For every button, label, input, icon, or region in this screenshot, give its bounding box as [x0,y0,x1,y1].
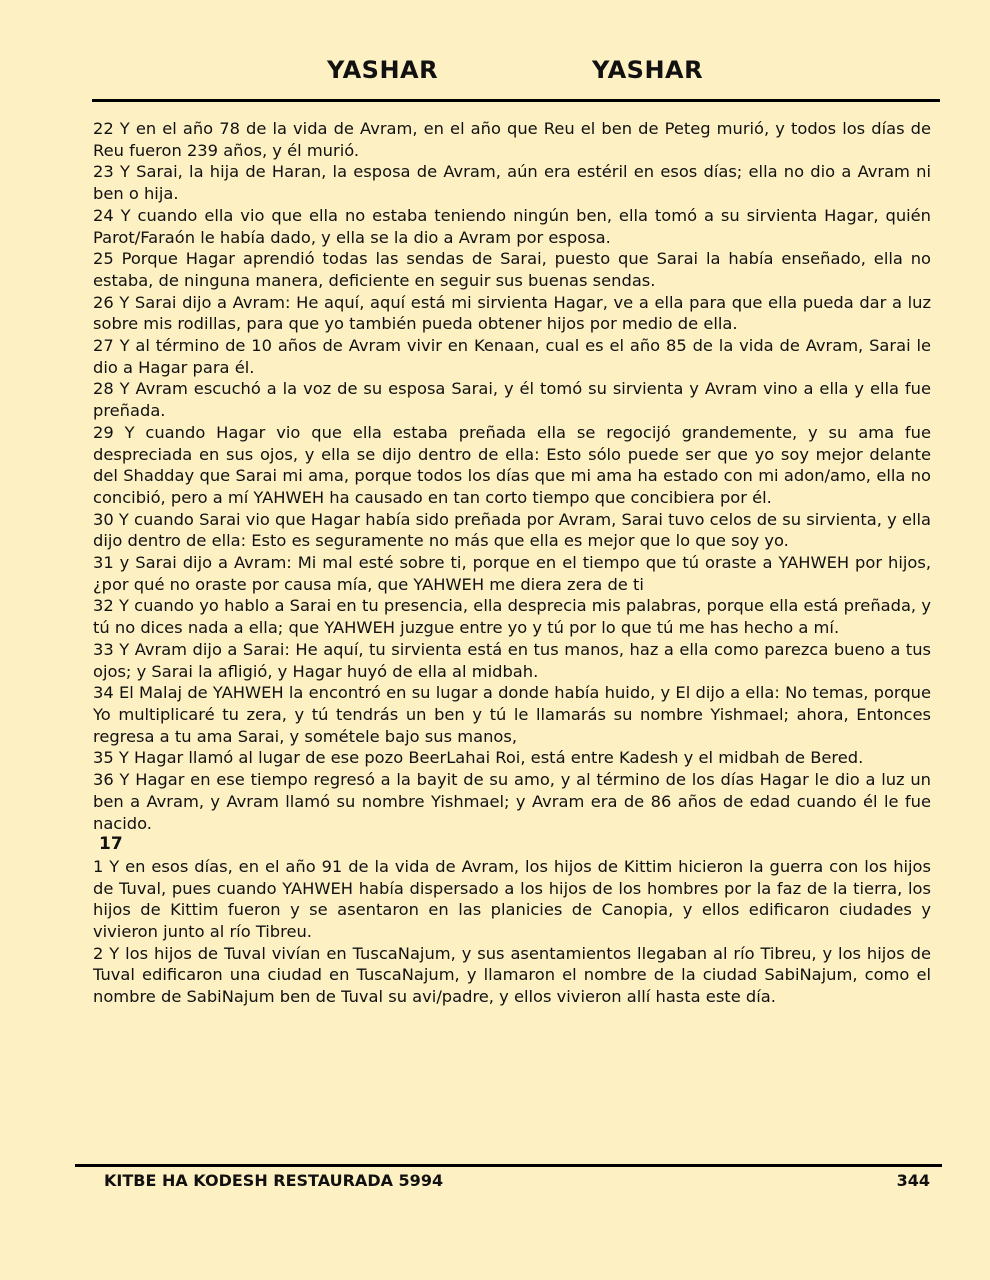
page-number: 344 [896,1171,930,1190]
verse-paragraph: 30 Y cuando Sarai vio que Hagar había sido preñada por Avram, Sarai tuvo celos de su sirvienta, y ella dijo dentro de ella: Esto es seguramente no más que ella es mejor que lo que soy yo. [93,509,931,551]
verse-paragraph: 24 Y cuando ella vio que ella no estaba teniendo ningún ben, ella tomó a su sirvienta Hagar, quién Parot/Faraón le había dado, y ella se la dio a Avram por esposa. [93,205,931,247]
page-body [93,118,931,1008]
page-header [0,56,990,92]
verse-paragraph: 34 El Malaj de YAHWEH la encontró en su lugar a donde había huido, y El dijo a ella: No temas, porque Yo multiplicaré tu zera, y tú tendrás un ben y tú le llamarás su nombre Yishmael; ahora, Entonces regresa a tu ama Sarai, y sométele bajo sus manos, [93,683,931,746]
running-title-left: YASHAR [327,56,439,84]
verse-paragraph: 26 Y Sarai dijo a Avram: He aquí, aquí está mi sirvienta Hagar, ve a ella para que ella pueda dar a luz sobre mis rodillas, para que yo también pueda obtener hijos por medio de ella. [93,292,931,334]
verse-paragraph: 28 Y Avram escuchó a la voz de su esposa Sarai, y él tomó su sirvienta y Avram vino a ella y ella fue preñada. [93,379,931,421]
verse-paragraph: 27 Y al término de 10 años de Avram vivir en Kenaan, cual es el año 85 de la vida de Avram, Sarai le dio a Hagar para él. [93,336,931,377]
chapter-heading: 17 [99,834,123,855]
verse-paragraph: 22 Y en el año 78 de la vida de Avram, en el año que Reu el ben de Peteg murió, y todos los días de Reu fueron 239 años, y él murió. [93,119,931,160]
verse-paragraph: 33 Y Avram dijo a Sarai: He aquí, tu sirvienta está en tus manos, haz a ella como parezca bueno a tus ojos; y Sarai la afligió, y Hagar huyó de ella al midbah. [93,639,931,681]
footer-rule [75,1164,942,1167]
verse-paragraph: 36 Y Hagar en ese tiempo regresó a la bayit de su amo, y al término de los días Hagar le dio a luz un ben a Avram, y Avram llamó su nombre Yishmael; y Avram era de 86 años de edad cuando él le fue nacido. [93,770,931,833]
verse-paragraph: 25 Porque Hagar aprendió todas las sendas de Sarai, puesto que Sarai la había enseñado, ella no estaba, de ninguna manera, deficiente en seguir sus buenas sendas. [93,249,931,290]
verse-paragraph: 31 y Sarai dijo a Avram: Mi mal esté sobre ti, porque en el tiempo que tú oraste a YAHWEH por hijos, ¿por qué no oraste por causa mía, que YAHWEH me diera zera de ti [93,553,931,594]
header-rule [92,99,940,102]
verse-paragraph: 29 Y cuando Hagar vio que ella estaba preñada ella se regocijó grandemente, y su ama fue despreciada en sus ojos, y ella se dijo dentro de ella: Esto sólo puede ser que yo soy mejor delante del Shadday que Sarai mi ama, porque todos los días que mi ama ha estado con mi adon/amo, ella no concibió, pero a mí YAHWEH ha causado en tan corto tiempo que concibiera por él. [93,422,931,507]
verse-paragraph: 2 Y los hijos de Tuval vivían en TuscaNajum, y sus asentamientos llegaban al río Tibreu, y los hijos de Tuval edificaron una ciudad en TuscaNajum, y llamaron el nombre de la ciudad SabiNajum, como el nombre de SabiNajum ben de Tuval su avi/padre, y ellos vivieron allí hasta este día. [93,943,931,1007]
verse-paragraph: 32 Y cuando yo hablo a Sarai en tu presencia, ella desprecia mis palabras, porque ella está preñada, y tú no dices nada a ella; que YAHWEH juzgue entre yo y tú por lo que tú me has hecho a mí. [93,596,931,638]
verse-paragraph: 35 Y Hagar llamó al lugar de ese pozo BeerLahai Roi, está entre Kadesh y el midbah de Bered. [93,748,864,768]
page-footer [0,1171,990,1195]
verse-paragraph: 1 Y en esos días, en el año 91 de la vida de Avram, los hijos de Kittim hicieron la guerra con los hijos de Tuval, pues cuando YAHWEH había dispersado a los hijos de los hombres por la faz de la tierra, los hijos de Kittim fueron y se asentaron en las planicies de Canopia, y ellos edificaron ciudades y vivieron junto al río Tibreu. [93,856,931,942]
verse-paragraph: 23 Y Sarai, la hija de Haran, la esposa de Avram, aún era estéril en esos días; ella no dio a Avram ni ben o hija. [93,162,931,204]
running-title-right: YASHAR [592,56,704,84]
footer-book-title: KITBE HA KODESH RESTAURADA 5994 [104,1171,444,1190]
